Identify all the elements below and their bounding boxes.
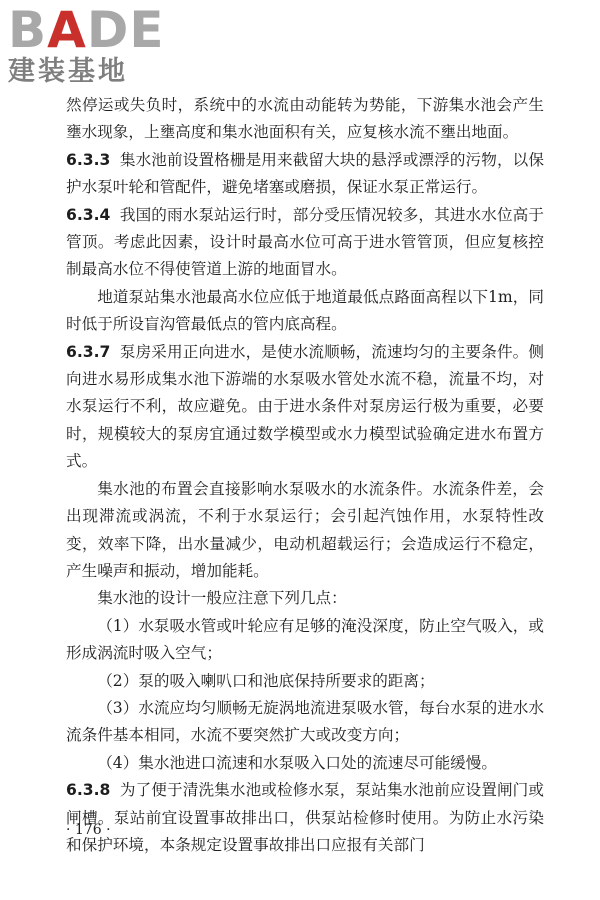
document-body <box>66 92 544 859</box>
logo-wordmark: BADE <box>8 1 165 59</box>
list-item: （3）水流应均匀顺畅无旋涡地流进泵吸水管，每台水泵的进水水流条件基本相同，水流不要突然扩大或改变方向； <box>66 698 544 745</box>
logo-subtitle: 建装基地 <box>8 56 128 87</box>
clause-text: 泵房采用正向进水，是使水流顺畅，流速均匀的主要条件。侧向进水易形成集水池下游端的水泵吸水管处水流不稳，流量不均，对水泵运行不利，故应避免。由于进水条件对泵房运行极为重要，必要时，规模较大的泵房宜通过数学模型或水力模型试验确定进水布置方式。 <box>66 342 544 471</box>
clause-text: 集水池前设置格栅是用来截留大块的悬浮或漂浮的污物，以保护水泵叶轮和管配件，避免堵塞或磨损，保证水泵正常运行。 <box>66 150 544 197</box>
clause-number: 6.3.8 <box>66 781 111 800</box>
clause-6-3-8 <box>66 777 544 859</box>
clause-number: 6.3.3 <box>66 150 111 169</box>
clause-6-3-3 <box>66 147 544 202</box>
logo <box>8 1 178 88</box>
paragraph: 然停运或失负时，系统中的水流由动能转为势能，下游集水池会产生壅水现象，上壅高度和集水池面积有关，应复核水流不壅出地面。 <box>66 96 544 142</box>
clause-6-3-7 <box>66 339 544 476</box>
clause-number: 6.3.4 <box>66 205 111 224</box>
paragraph: 集水池的设计一般应注意下列几点： <box>97 589 347 608</box>
page-number: · 176 · <box>66 822 111 838</box>
clause-number: 6.3.7 <box>66 342 111 361</box>
list-item: （1）水泵吸水管或叶轮应有足够的淹没深度，防止空气吸入，或形成涡流时吸入空气； <box>66 616 544 663</box>
clause-text: 为了便于清洗集水池或检修水泵，泵站集水池前应设置闸门或闸槽。泵站前宜设置事故排出口，供泵站检修时使用。为防止水污染和保护环境，本条规定设置事故排出口应报有关部门 <box>66 781 544 854</box>
list-item: （2）泵的吸入喇叭口和池底保持所要求的距离； <box>97 671 435 690</box>
clause-6-3-4 <box>66 202 544 284</box>
clause-text: 我国的雨水泵站运行时，部分受压情况较多，其进水水位高于管顶。考虑此因素，设计时最高水位可高于进水管管顶，但应复核控制最高水位不得使管道上游的地面冒水。 <box>66 205 544 279</box>
list-item: （4）集水池进口流速和水泵吸入口处的流速尽可能缓慢。 <box>97 753 497 772</box>
paragraph: 集水池的布置会直接影响水泵吸水的水流条件。水流条件差，会出现滞流或涡流，不利于水泵运行；会引起汽蚀作用，水泵特性改变，效率下降，出水量减少，电动机超载运行；会造成运行不稳定，产生噪声和振动，增加能耗。 <box>66 479 544 580</box>
paragraph: 地道泵站集水池最高水位应低于地道最低点路面高程以下1m，同时低于所设盲沟管最低点的管内底高程。 <box>66 287 544 334</box>
